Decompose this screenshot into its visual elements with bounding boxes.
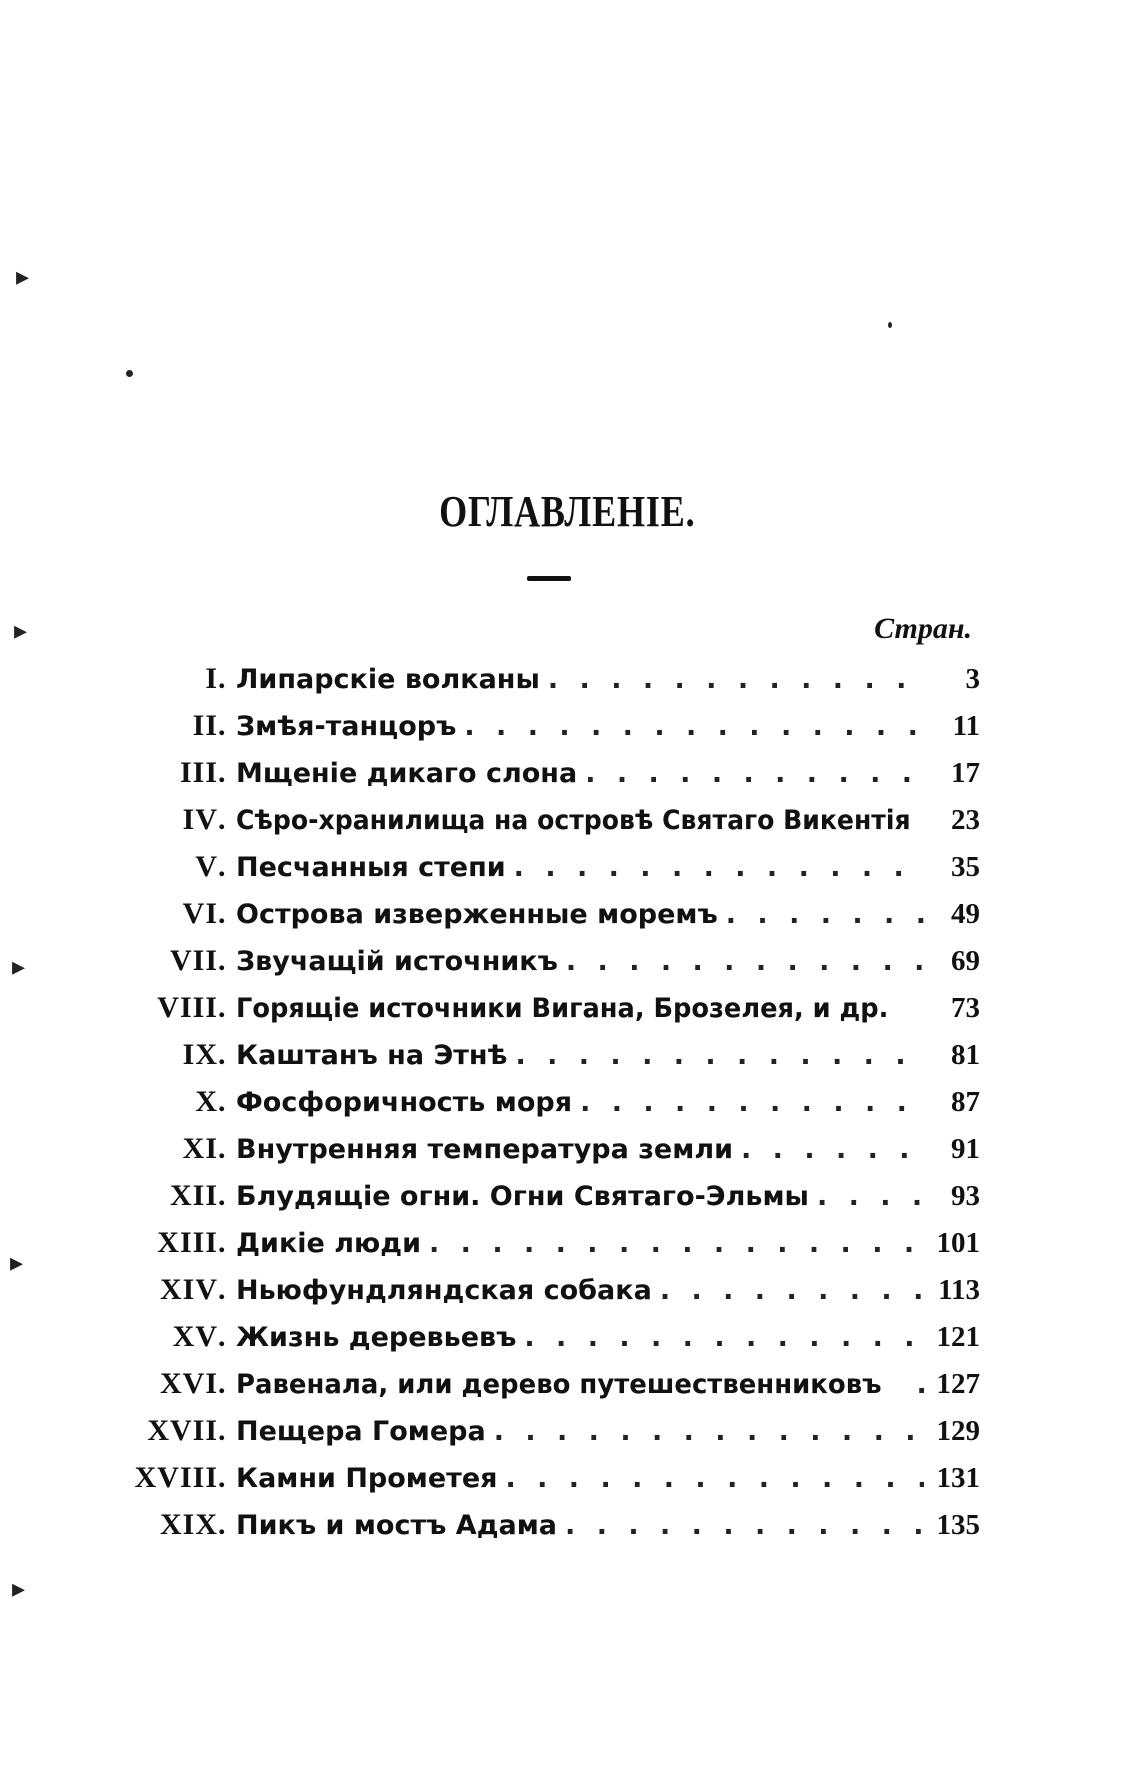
dot-leader: [421, 1220, 924, 1267]
dot-leader: [908, 1361, 924, 1408]
chapter-number: IV: [182, 803, 218, 836]
chapter-title: Ньюфундляндская собака: [236, 1275, 652, 1306]
page-number: 127: [936, 1368, 980, 1400]
toc-row: III . Мщеніе дикаго слона . . . 17: [100, 749, 980, 796]
toc-row: XVIII . Камни Прометея . . . 131: [100, 1454, 980, 1501]
chapter-title: Змѣя-танцоръ: [236, 711, 457, 742]
margin-mark: ▸: [12, 1574, 26, 1604]
toc-row: XV . Жизнь деревьевъ . . . 121: [100, 1313, 980, 1360]
page-column-header: Стран.: [874, 612, 972, 645]
toc-row: XVII . Пещера Гомера . . . 129: [100, 1407, 980, 1454]
chapter-number: XVII: [147, 1414, 218, 1447]
chapter-number: II: [192, 709, 218, 742]
chapter-title: Острова изверженные моремъ: [236, 899, 718, 930]
chapter-title: Внутренняя температура земли: [236, 1134, 734, 1165]
scan-speck: [126, 370, 133, 377]
scan-speck: [888, 322, 892, 328]
chapter-title: Фосфоричность моря: [236, 1087, 573, 1118]
chapter-number: IX: [182, 1038, 218, 1071]
chapter-number: X: [195, 1085, 218, 1118]
chapter-title: Дикіе люди: [236, 1228, 422, 1259]
title-rule: [527, 576, 571, 581]
toc-row: II . Змѣя-танцоръ . . . 11: [100, 702, 980, 749]
chapter-title: Песчанныя степи: [236, 852, 506, 883]
page-number: 17: [951, 757, 980, 789]
dot-leader: [557, 1502, 924, 1549]
chapter-title: Горящіе источники Вигана, Брозелея, и др.: [236, 993, 889, 1024]
margin-mark: ▸: [10, 1248, 24, 1278]
chapter-title: Мщеніе дикаго слона: [236, 758, 578, 789]
page-number: 3: [965, 663, 980, 695]
chapter-number: III: [179, 756, 218, 789]
chapter-number: XII: [169, 1179, 218, 1212]
toc-row: XIII . Дикіе люди . . . 101: [100, 1219, 980, 1266]
chapter-title: Звучащій источникъ: [236, 946, 558, 977]
margin-mark: ▸: [12, 952, 26, 982]
dot-leader: [516, 1314, 924, 1361]
chapter-title: Каштанъ на Этнѣ: [236, 1040, 508, 1071]
chapter-number: XIX: [159, 1508, 218, 1541]
chapter-number: V: [195, 850, 218, 883]
page-number: 113: [938, 1274, 980, 1306]
toc-row: XI . Внутренняя температура земли . . . 91: [100, 1125, 980, 1172]
toc-row: XIX . Пикъ и мостъ Адама . . . 135: [100, 1501, 980, 1548]
dot-leader: [456, 703, 924, 750]
chapter-title: Пещера Гомера: [236, 1416, 486, 1447]
dot-leader: [558, 938, 924, 985]
page-number: 91: [951, 1133, 980, 1165]
toc-row: XII . Блудящіе огни. Огни Святаго-Эльмы . . . 93: [100, 1172, 980, 1219]
table-of-contents: [100, 655, 980, 1548]
page-number: 81: [951, 1039, 980, 1071]
toc-row: XVI . Равенала, или дерево путешественниковъ . . . 127: [100, 1360, 980, 1407]
toc-row: IX . Каштанъ на Этнѣ . . . 81: [100, 1031, 980, 1078]
margin-mark: ▸: [14, 616, 28, 646]
page-number: 87: [951, 1086, 980, 1118]
toc-row: X . Фосфоричность моря . . . 87: [100, 1078, 980, 1125]
page-number: 93: [951, 1180, 980, 1212]
toc-row: VI . Острова изверженные моремъ . . . 49: [100, 890, 980, 937]
chapter-number: I: [205, 662, 218, 695]
page-number: 131: [936, 1462, 980, 1494]
page-number: 49: [951, 898, 980, 930]
dot-leader: [507, 1032, 924, 1079]
dot-leader: [809, 1173, 924, 1220]
page-number: 121: [936, 1321, 980, 1353]
page-number: 23: [951, 804, 980, 836]
chapter-number: VIII: [157, 991, 218, 1024]
toc-row: VIII . Горящіе источники Вигана, Брозелея, и др. . . . 73: [100, 984, 980, 1031]
chapter-title: Блудящіе огни. Огни Святаго-Эльмы: [236, 1181, 809, 1212]
dot-leader: [572, 1079, 924, 1126]
dot-leader: [540, 656, 924, 703]
page-number: 135: [936, 1509, 980, 1541]
page-number: 69: [951, 945, 980, 977]
chapter-number: XV: [172, 1320, 218, 1353]
dot-leader: [577, 750, 924, 797]
dot-leader: [486, 1408, 924, 1455]
page-number: 35: [951, 851, 980, 883]
chapter-title: Равенала, или дерево путешественниковъ: [236, 1369, 882, 1400]
chapter-title: Жизнь деревьевъ: [236, 1322, 517, 1353]
chapter-title: Сѣро-хранилища на островѣ Святаго Викентія: [236, 805, 911, 836]
toc-row: IV . Сѣро-хранилища на островѣ Святаго Викентія 23: [100, 796, 980, 843]
chapter-number: XVI: [159, 1367, 218, 1400]
dot-leader: [733, 1126, 924, 1173]
chapter-number: XIII: [157, 1226, 218, 1259]
dot-leader: [497, 1455, 924, 1502]
dot-leader: [652, 1267, 924, 1314]
toc-row: XIV . Ньюфундляндская собака . . . 113: [100, 1266, 980, 1313]
margin-mark: ▸: [16, 262, 30, 292]
chapter-number: XVIII: [134, 1461, 218, 1494]
chapter-title: Пикъ и мостъ Адама: [236, 1510, 558, 1541]
page-number: 101: [936, 1227, 980, 1259]
dot-leader: [718, 891, 924, 938]
toc-row: I . Липарскіе волканы . . . 3: [100, 655, 980, 702]
chapter-number: VII: [169, 944, 218, 977]
chapter-number: XI: [182, 1132, 218, 1165]
page-title: ОГЛАВЛЕНІЕ.: [439, 487, 696, 536]
page-number: 129: [936, 1415, 980, 1447]
chapter-number: VI: [182, 897, 218, 930]
dot-leader: [506, 844, 924, 891]
page-number: 73: [951, 992, 980, 1024]
chapter-number: XIV: [159, 1273, 218, 1306]
chapter-title: Камни Прометея: [236, 1463, 498, 1494]
toc-row: V . Песчанныя степи . . . 35: [100, 843, 980, 890]
chapter-title: Липарскіе волканы: [236, 664, 540, 695]
page-number: 11: [952, 710, 980, 742]
toc-row: VII . Звучащій источникъ . . . 69: [100, 937, 980, 984]
